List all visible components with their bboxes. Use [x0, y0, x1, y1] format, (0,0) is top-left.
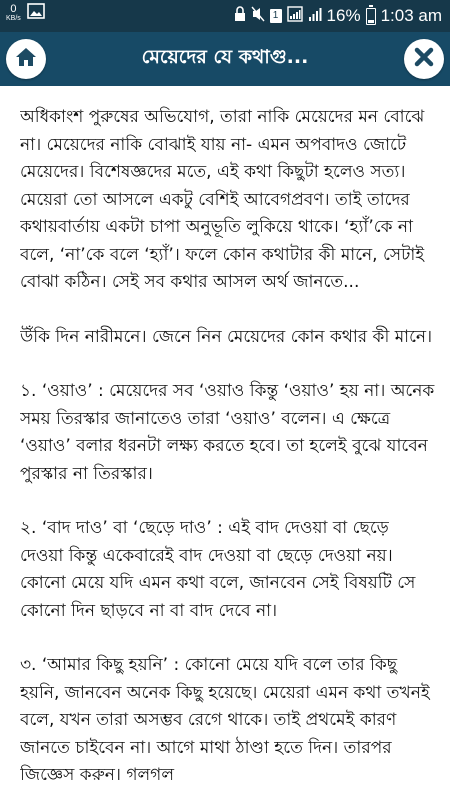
- status-left: [6, 3, 45, 24]
- status-bar: [0, 0, 450, 32]
- close-button[interactable]: [404, 39, 444, 79]
- home-button[interactable]: [6, 39, 46, 79]
- close-icon: [414, 47, 434, 71]
- article-paragraph: ১. ‘ওয়াও’ : মেয়েদের সব ‘ওয়াও কিন্তু ‘ওয়াও’ হয় না। অনেক সময় তিরস্কার জানাতেও তারা ‘ওয়াও’ বলেন। এ ক্ষেত্রে ‘ওয়াও’ বলার ধরনটা লক্ষ্য করতে হবে। তা হলেই বুঝে যাবেন পুরস্কার না তিরস্কার।: [20, 381, 435, 484]
- page-title: মেয়েদের যে কথাগু...: [141, 46, 309, 68]
- battery-percent: 16%: [326, 6, 361, 25]
- network-speed-value: 0: [10, 2, 17, 15]
- article-paragraph: ২. ‘বাদ দাও’ বা ‘ছেড়ে দাও’ : এই বাদ দেওয়া বা ছেড়ে দেওয়া কিন্তু একেবারেই বাদ দেওয়া বা ছেড়ে দেওয়া নয়। কোনো মেয়ে যদি এমন কথা বলে, জানবেন সেই বিষয়টি সে কোনো দিন ছাড়বে না বা বাদ দেবে না।: [20, 518, 416, 621]
- signal-strength-icon: [287, 6, 303, 27]
- status-right: [234, 0, 442, 32]
- article-paragraph: ৩. ‘আমার কিছু হয়নি’ : কোনো মেয়ে যদি বলে তার কিছু হয়নি, জানবেন অনেক কিছু হয়েছে। মেয়েরা এমন কথা তখনই বলে, যখন তারা অসম্ভব রেগে থাকে। তাই প্রথমেই কারণ জানতে চাইবেন না। আগে মাথা ঠাণ্ডা হতে দিন। তারপর জিজ্ঞেস করুন। গলগল: [20, 655, 430, 785]
- clock: 1:03 am: [380, 6, 442, 25]
- article-paragraph: অধিকাংশ পুরুষের অভিযোগ, তারা নাকি মেয়েদের মন বোঝে না। মেয়েদের নাকি বোঝাই যায় না- এমন অপবাদও জোটে মেয়েদের। বিশেষজ্ঞদের মতে, এই কথা কিছুটা হলেও সত্য। মেয়েরা তো আসলে একটু বেশিই আবেগপ্রবণ। তাই তাদের কথায়বার্তায় একটা চাপা অনুভূতি লুকিয়ে থাকে। ‘হ্যাঁ’কে না বলে, ‘না’কে বলে ‘হ্যাঁ’। ফলে কোন কথাটার কী মানে, সেটাই বোঝা কঠিন। সেই সব কথার আসল অর্থ জানতে...: [20, 107, 425, 292]
- network-speed-unit: KB/s: [6, 14, 21, 22]
- network-speed: [6, 4, 21, 24]
- signal-bars-icon: [308, 6, 322, 27]
- battery-icon: [366, 8, 376, 25]
- mute-icon: [251, 6, 265, 27]
- sim-slot-badge: 1: [270, 9, 282, 23]
- alarm-lock-icon: [234, 6, 246, 27]
- app-bar: [0, 32, 450, 86]
- home-icon: [15, 47, 37, 71]
- article-paragraph: উঁকি দিন নারীমনে। জেনে নিন মেয়েদের কোন কথার কী মানে।: [20, 326, 433, 347]
- image-notification-icon: [27, 3, 45, 24]
- article-body[interactable]: [20, 104, 436, 800]
